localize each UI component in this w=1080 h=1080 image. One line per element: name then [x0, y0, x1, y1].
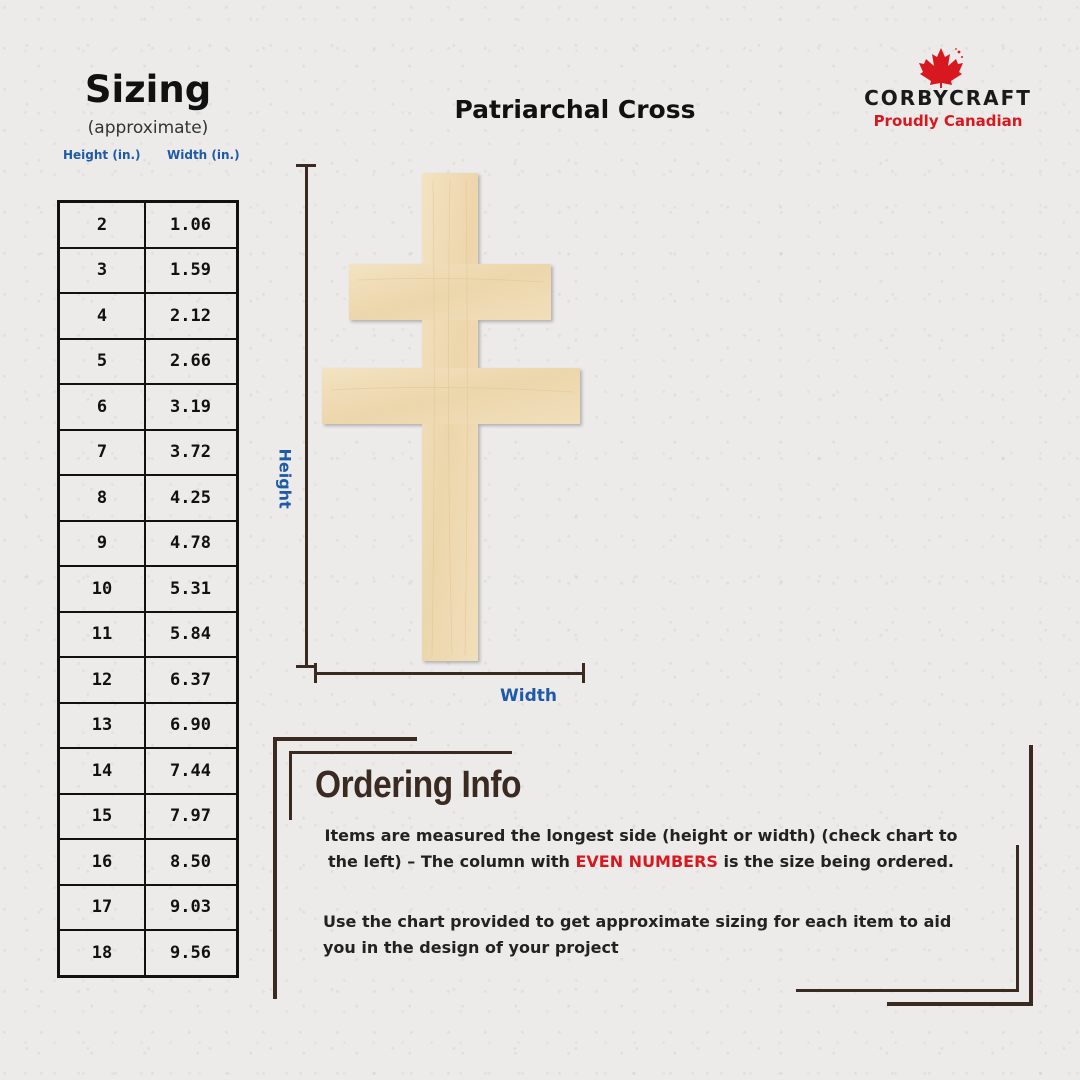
width-label: Width [500, 686, 557, 706]
height-cell: 13 [59, 703, 146, 749]
width-cell: 5.84 [145, 612, 238, 658]
frame-top-line-inner [289, 751, 512, 754]
table-row [59, 612, 238, 658]
size-table [57, 200, 239, 978]
brand-tagline: Proudly Canadian [873, 112, 1023, 130]
height-cell: 9 [59, 521, 146, 567]
width-column-header: Width (in.) [167, 148, 240, 162]
height-cell: 4 [59, 293, 146, 339]
table-row [59, 794, 238, 840]
width-cell: 5.31 [145, 566, 238, 612]
table-row [59, 293, 238, 339]
table-row [59, 930, 238, 976]
height-axis-cap-bottom [296, 665, 316, 668]
width-cell: 3.72 [145, 430, 238, 476]
width-cell: 1.06 [145, 202, 238, 248]
width-cell: 8.50 [145, 839, 238, 885]
table-row [59, 885, 238, 931]
table-row [59, 657, 238, 703]
table-row [59, 202, 238, 248]
frame-right-line-outer [1029, 745, 1033, 1005]
width-cell: 7.44 [145, 748, 238, 794]
table-row [59, 566, 238, 612]
maple-leaf-icon [918, 46, 964, 88]
height-cell: 3 [59, 248, 146, 294]
table-row [59, 703, 238, 749]
width-axis-line [315, 672, 585, 675]
width-cell: 6.37 [145, 657, 238, 703]
brand-name: CORBYCRAFT [864, 86, 1032, 110]
height-cell: 18 [59, 930, 146, 976]
height-cell: 7 [59, 430, 146, 476]
frame-bottom-line-inner [796, 989, 1019, 992]
width-cell: 3.19 [145, 384, 238, 430]
table-row [59, 839, 238, 885]
table-row [59, 475, 238, 521]
height-label: Height [275, 448, 295, 509]
table-row [59, 248, 238, 294]
frame-left-line-outer [273, 737, 277, 999]
width-cell: 9.56 [145, 930, 238, 976]
height-cell: 6 [59, 384, 146, 430]
width-cell: 1.59 [145, 248, 238, 294]
sizing-title: Sizing [84, 68, 212, 111]
table-row [59, 339, 238, 385]
width-cell: 2.66 [145, 339, 238, 385]
height-cell: 14 [59, 748, 146, 794]
table-row [59, 748, 238, 794]
ordering-p1-before: Items are measured the longest side (height or width) (check chart to the left) – The column with [324, 826, 958, 871]
height-cell: 5 [59, 339, 146, 385]
frame-left-line-inner [289, 751, 292, 820]
width-cell: 4.25 [145, 475, 238, 521]
even-numbers-highlight: EVEN NUMBERS [575, 852, 718, 871]
width-cell: 4.78 [145, 521, 238, 567]
height-cell: 17 [59, 885, 146, 931]
width-cell: 9.03 [145, 885, 238, 931]
table-row [59, 384, 238, 430]
height-cell: 16 [59, 839, 146, 885]
sizing-subtitle: (approximate) [87, 118, 209, 138]
height-axis-cap-top [296, 164, 316, 167]
frame-bottom-line-outer [887, 1002, 1033, 1006]
frame-right-line-inner [1016, 845, 1019, 991]
ordering-info-paragraph-2: Use the chart provided to get approximate sizing for each item to aid you in the design of your project [323, 912, 952, 957]
height-cell: 8 [59, 475, 146, 521]
height-cell: 2 [59, 202, 146, 248]
table-row [59, 430, 238, 476]
ordering-p1-after: is the size being ordered. [717, 852, 954, 871]
patriarchal-cross-image [318, 170, 588, 670]
height-column-header: Height (in.) [63, 148, 141, 162]
width-cell: 2.12 [145, 293, 238, 339]
height-cell: 15 [59, 794, 146, 840]
table-row [59, 521, 238, 567]
ordering-info-title: Ordering Info [315, 764, 522, 806]
height-cell: 10 [59, 566, 146, 612]
height-cell: 12 [59, 657, 146, 703]
frame-top-line-outer [273, 737, 417, 741]
ordering-info-paragraph-1 [318, 823, 964, 875]
height-axis-line [305, 165, 308, 667]
width-axis-cap-left [314, 663, 317, 683]
width-cell: 6.90 [145, 703, 238, 749]
height-cell: 11 [59, 612, 146, 658]
width-cell: 7.97 [145, 794, 238, 840]
product-title: Patriarchal Cross [454, 95, 696, 124]
size-table-body [59, 202, 238, 977]
